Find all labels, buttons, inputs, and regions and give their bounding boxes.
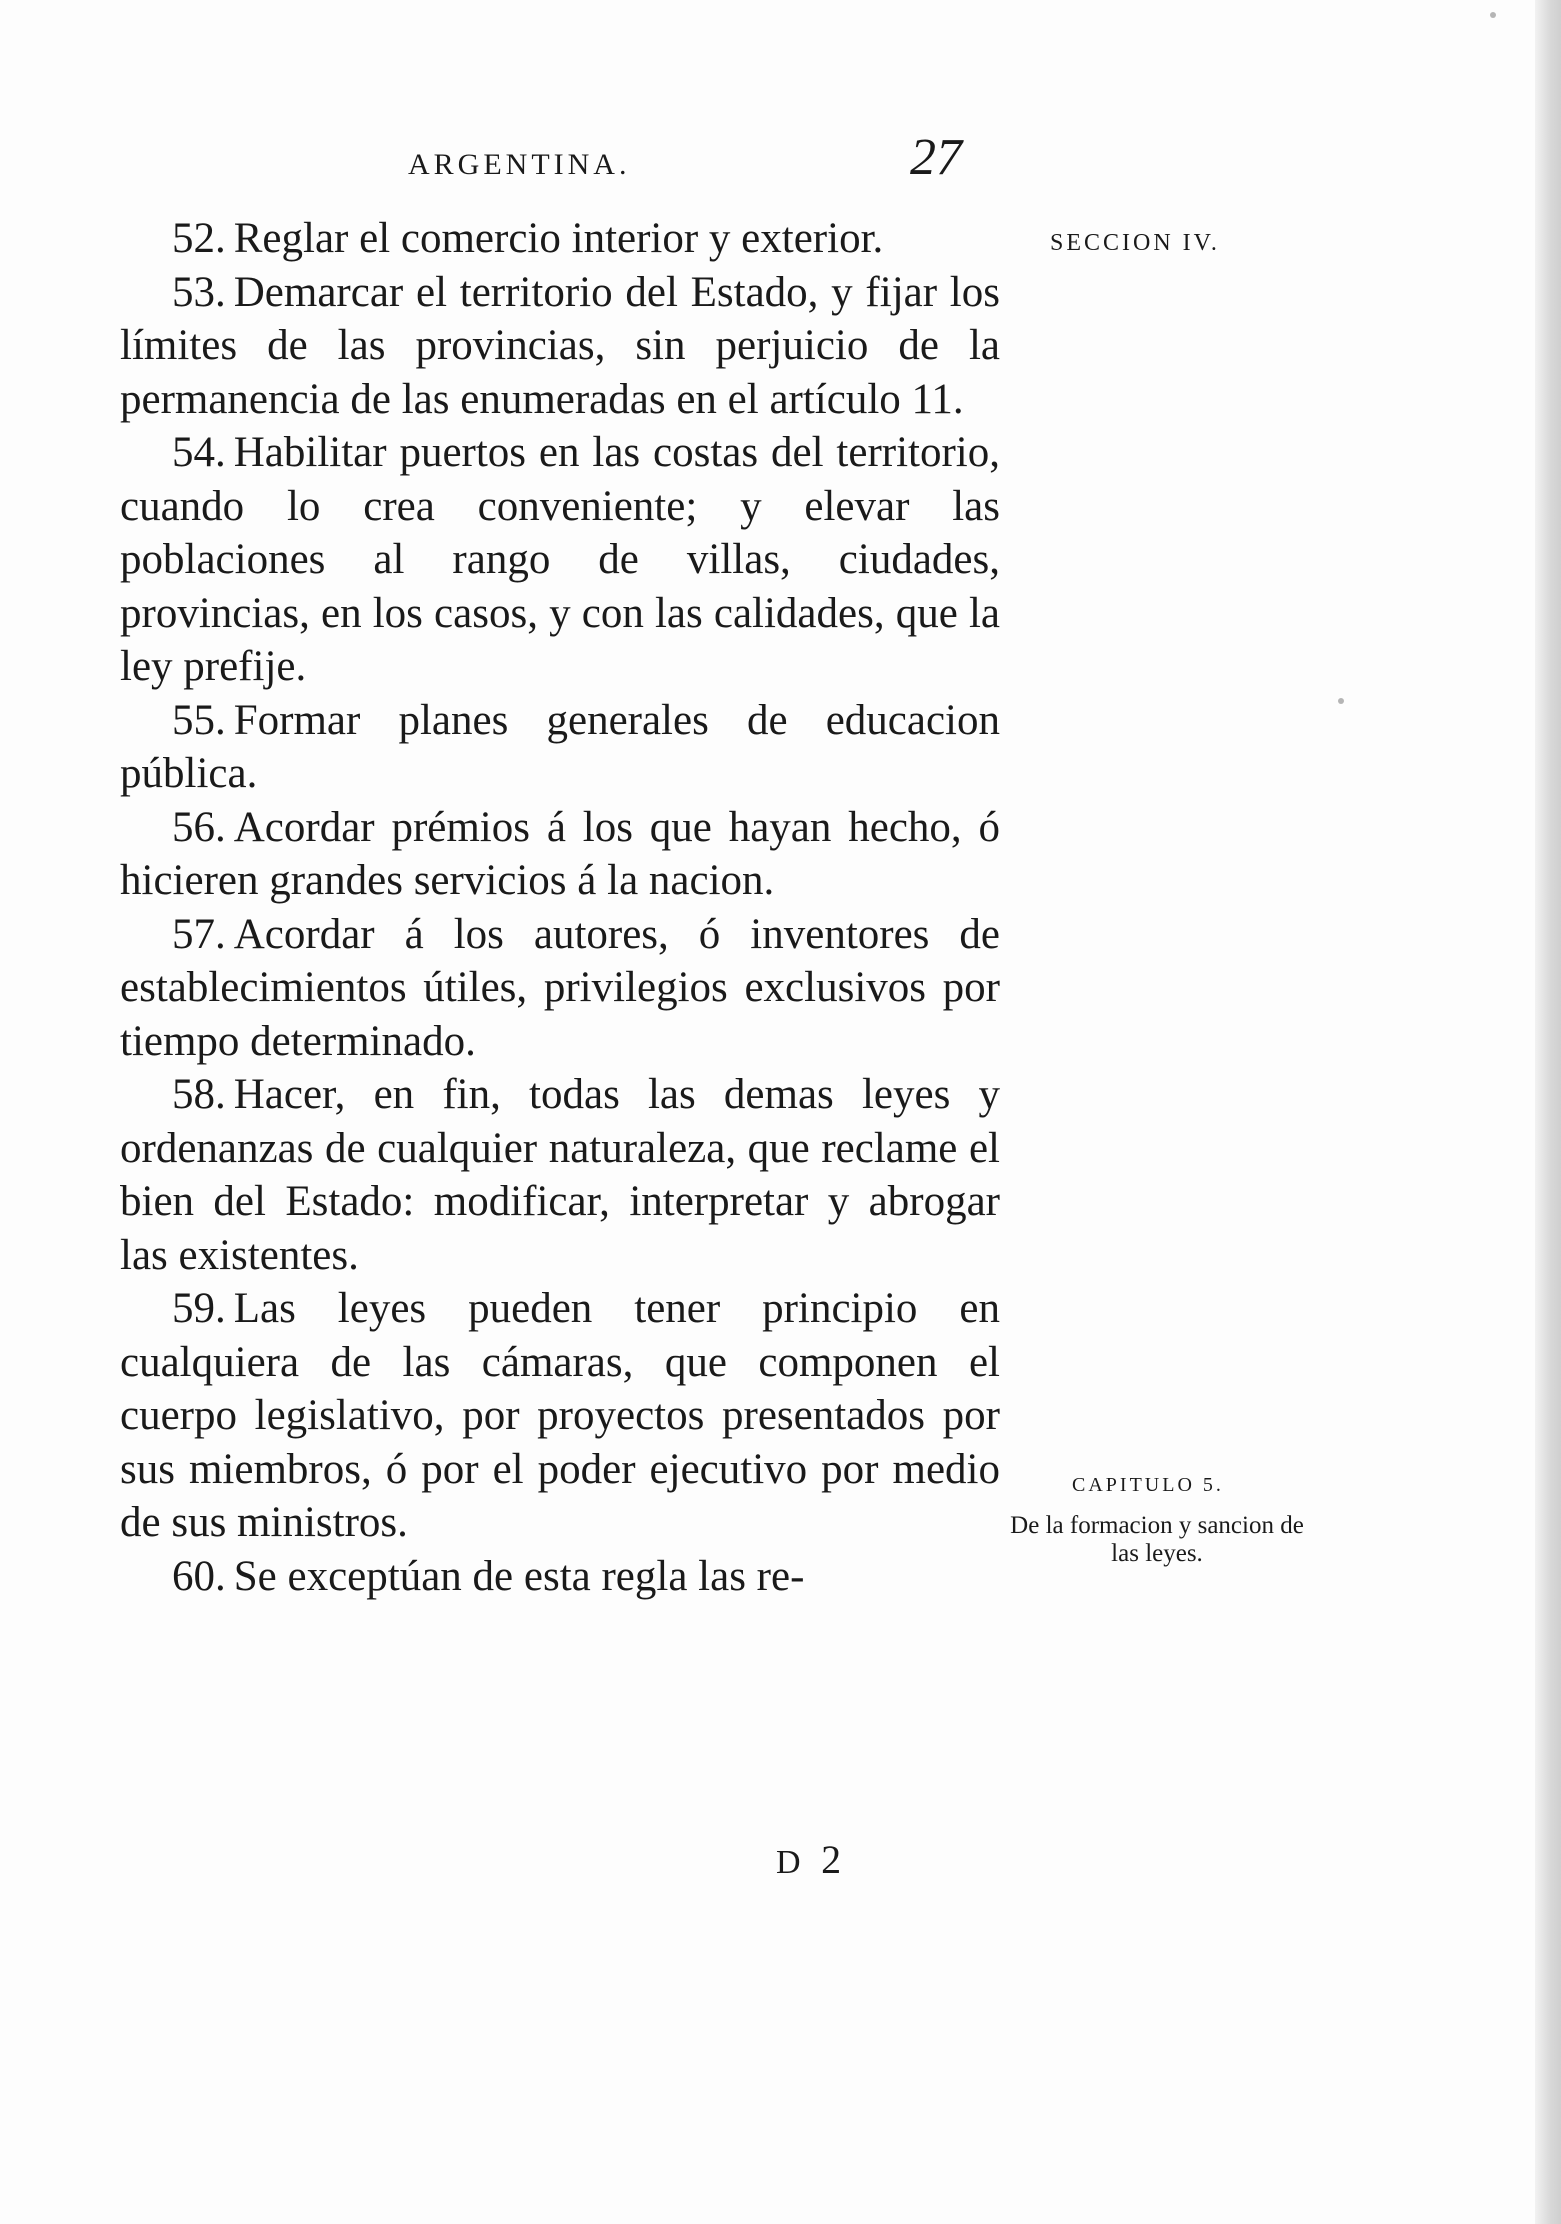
chapter-title-margin-note: De la formacion y sancion de las leyes. [1010,1512,1304,1567]
article-paragraph [120,212,1000,266]
section-margin-note: SECCION IV. [1050,230,1220,256]
printer-signature-mark [776,1836,847,1883]
article-text: Habilitar puertos en las costas del territorio, cuando lo crea conveniente; y elevar las poblaciones al rango de villas, ciudades, provincias, en los casos, y con las calidades, que la ley prefije. [120,429,1000,690]
article-paragraph [120,266,1000,427]
article-text: Hacer, en fin, todas las demas leyes y ordenanzas de cualquier naturaleza, que reclame el bien del Estado: modificar, interpretar y abrogar las existentes. [120,1071,1000,1279]
article-number: 53. [172,268,226,316]
article-text: Demarcar el territorio del Estado, y fijar los límites de las provincias, sin perjuicio de la permanencia de las enumeradas en el artículo 11. [120,268,1000,423]
signature-letter: D [776,1844,807,1881]
article-text: Se exceptúan de esta regla las re- [233,1552,805,1600]
article-paragraph [120,1282,1000,1550]
paper-speck [1490,12,1496,18]
article-number: 60. [172,1552,226,1600]
article-number: 57. [172,910,226,958]
paper-speck [1338,698,1344,704]
article-paragraph [120,801,1000,908]
article-number: 59. [172,1285,226,1332]
running-title: ARGENTINA. [408,148,631,181]
article-number: 58. [172,1071,226,1118]
article-text: Las leyes pueden tener principio en cualquiera de las cámaras, que componen el cuerpo legislativo, por proyectos presentados por sus miembros, ó por el poder ejecutivo por medio de sus ministros. [120,1285,1000,1546]
article-list [120,212,1000,1603]
article-text: Acordar á los autores, ó inventores de establecimientos útiles, privilegios exclusivos por tiempo determinado. [120,910,1000,1065]
article-paragraph [120,1068,1000,1282]
article-paragraph [120,426,1000,694]
signature-number: 2 [821,1837,848,1882]
article-text: Reglar el comercio interior y exterior. [233,215,884,262]
article-paragraph [120,694,1000,801]
article-number: 54. [172,429,226,476]
article-paragraph [120,908,1000,1069]
article-number: 56. [172,803,226,851]
chapter-margin-note: CAPITULO 5. [1072,1474,1224,1496]
article-paragraph [120,1550,1000,1604]
page-edge [1535,0,1561,2224]
article-number: 55. [172,696,226,744]
article-text: Acordar prémios á los que hayan hecho, ó hicieren grandes servicios á la nacion. [120,803,1000,904]
page-number: 27 [910,129,962,186]
article-text: Formar planes generales de educacion pública. [120,696,1000,797]
article-number: 52. [172,215,226,262]
